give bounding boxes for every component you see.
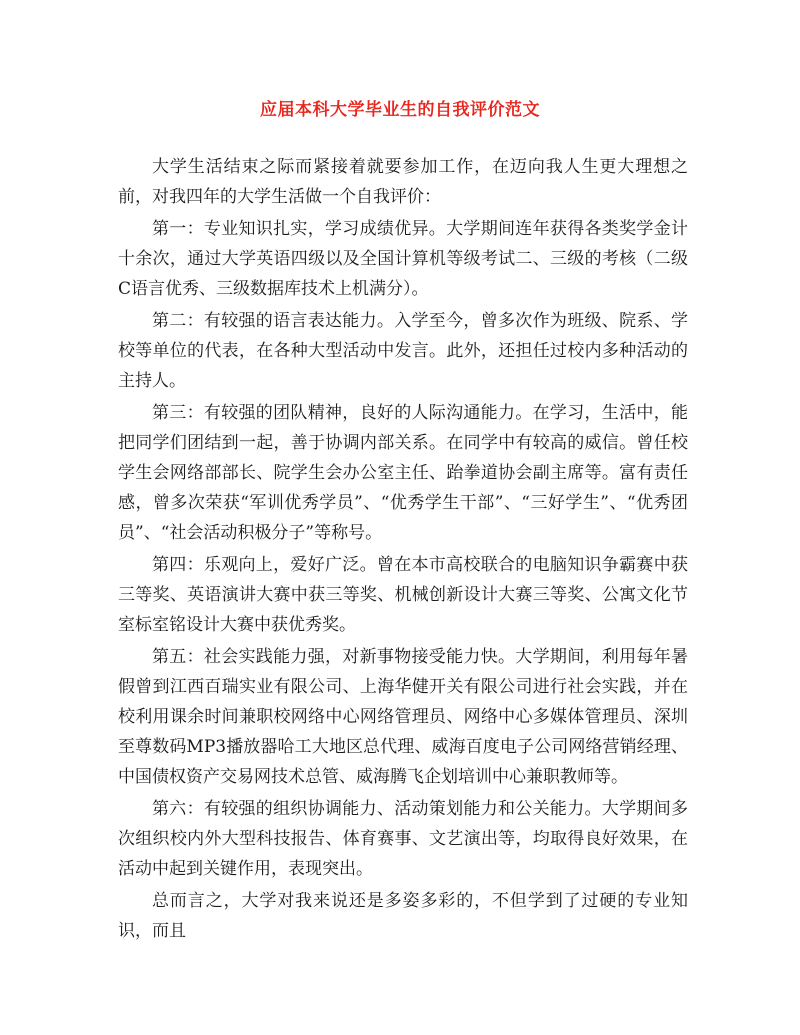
paragraph-fourth: 第四：乐观向上，爱好广泛。曾在本市高校联合的电脑知识争霸赛中获三等奖、英语演讲大赛中获三等奖、机械创新设计大赛三等奖、公寓文化节室标室铭设计大赛中获优秀奖。 (118, 555, 688, 635)
paragraph-first: 第一：专业知识扎实，学习成绩优异。大学期间连年获得各类奖学金计十余次，通过大学英语四级以及全国计算机等级考试二、三级的考核（二级C语言优秀、三级数据库技术上机满分）。 (118, 219, 688, 299)
paragraph-conclusion: 总而言之，大学对我来说还是多姿多彩的，不但学到了过硬的专业知识，而且 (118, 891, 688, 941)
paragraph-third: 第三：有较强的团队精神，良好的人际沟通能力。在学习，生活中，能把同学们团结到一起，善于协调内部关系。在同学中有较高的威信。曾任校学生会网络部部长、院学生会办公室主任、跆拳道协会副主席等。富有责任感，曾多次荣获“军训优秀学员”、“优秀学生干部”、“三好学生”、“优秀团员”、“社会活动积极分子”等称号。 (118, 403, 688, 543)
document-body (118, 152, 688, 948)
document-title: 应届本科大学毕业生的自我评价范文 (260, 100, 540, 120)
paragraph-sixth: 第六：有较强的组织协调能力、活动策划能力和公关能力。大学期间多次组织校内外大型科技报告、体育赛事、文艺演出等，均取得良好效果，在活动中起到关键作用，表现突出。 (118, 799, 688, 879)
paragraph-second: 第二：有较强的语言表达能力。入学至今，曾多次作为班级、院系、学校等单位的代表，在各种大型活动中发言。此外，还担任过校内多种活动的主持人。 (118, 311, 688, 391)
paragraph-fifth: 第五：社会实践能力强，对新事物接受能力快。大学期间，利用每年暑假曾到江西百瑞实业有限公司、上海华健开关有限公司进行社会实践，并在校利用课余时间兼职校网络中心网络管理员、网络中心多媒体管理员、深圳至尊数码MP3播放器哈工大地区总代理、威海百度电子公司网络营销经理、中国债权资产交易网技术总管、威海腾飞企划培训中心兼职教师等。 (118, 647, 688, 787)
paragraph-intro: 大学生活结束之际而紧接着就要参加工作，在迈向我人生更大理想之前，对我四年的大学生活做一个自我评价： (118, 157, 688, 207)
